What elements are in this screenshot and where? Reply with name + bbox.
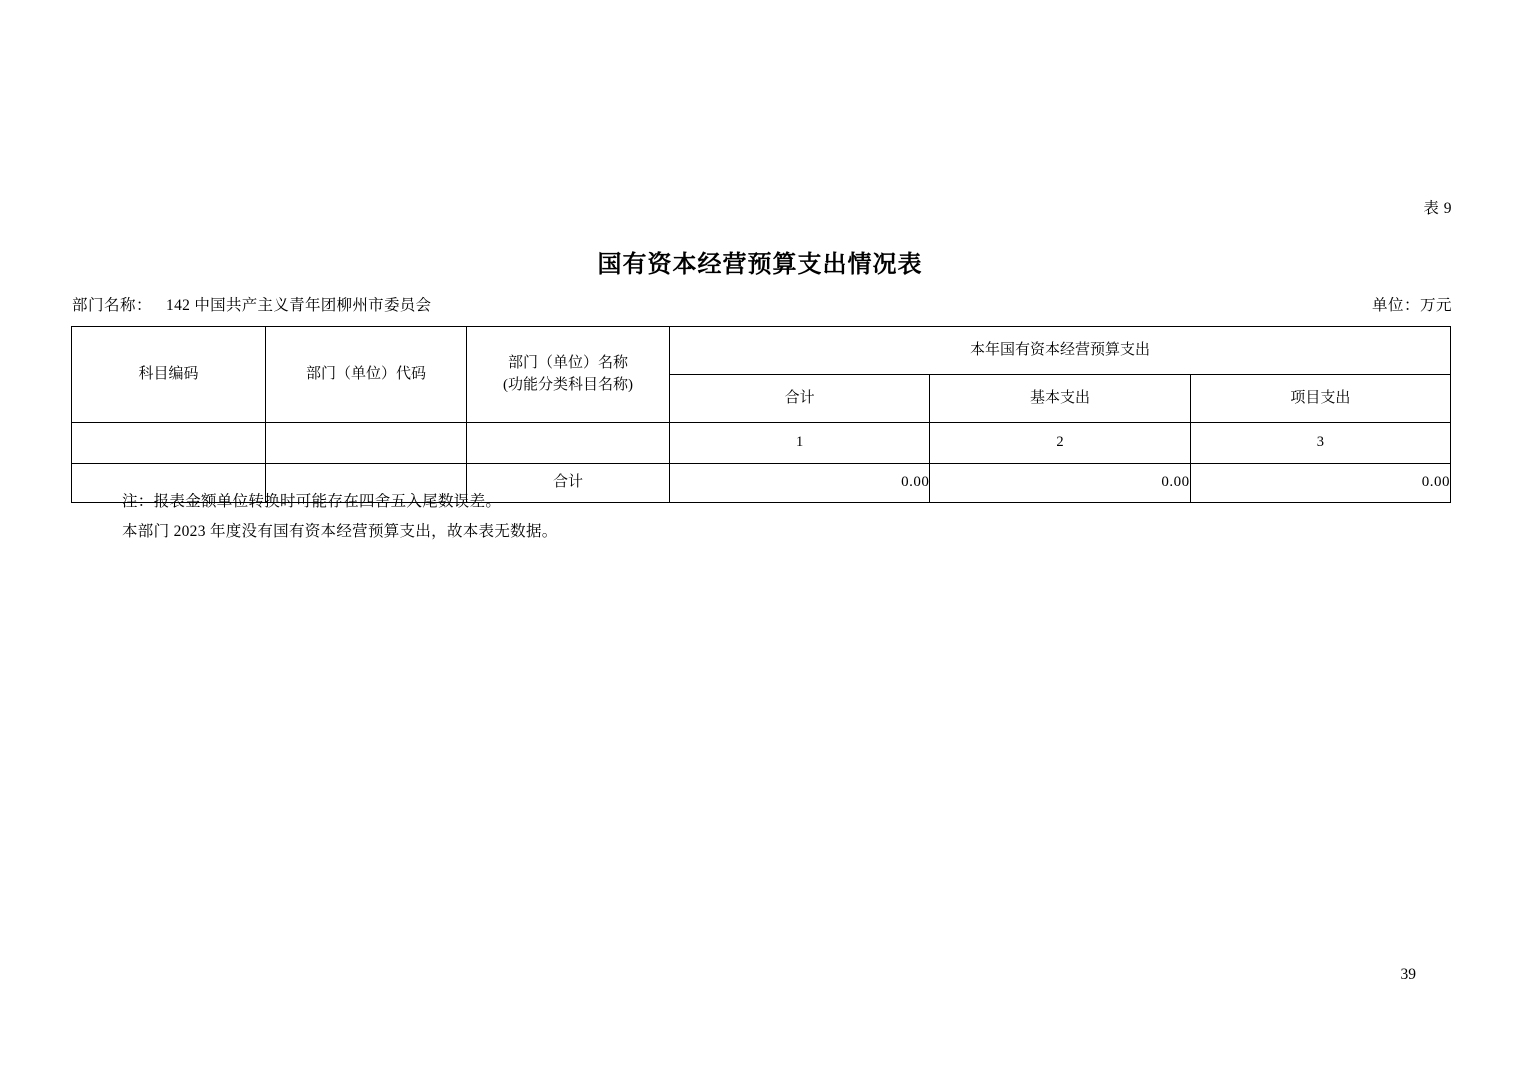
colnum-blank-2 [266,423,467,464]
note-rounding: 注：报表金额单位转换时可能存在四舍五入尾数误差。 [122,493,502,510]
meta-row [72,293,1452,315]
department-value: 142 中国共产主义青年团柳州市委员会 [166,297,432,314]
header-group: 本年国有资本经营预算支出 [670,327,1451,375]
cell-total: 0.00 [670,464,930,503]
table-header-row-1 [72,327,1451,375]
budget-table [71,326,1451,503]
cell-project: 0.00 [1190,464,1450,503]
cell-basic: 0.00 [930,464,1190,503]
table-column-number-row [72,423,1451,464]
table-number: 表 9 [1423,200,1452,217]
header-dept-name-line2: (功能分类科目名称) [503,376,633,393]
cell-dept-name: 合计 [467,464,670,503]
colnum-blank-3 [467,423,670,464]
department-info [72,293,431,315]
department-label: 部门名称： [72,297,153,314]
colnum-blank-1 [72,423,266,464]
header-dept-code: 部门（单位）代码 [266,327,467,423]
page-number: 39 [1400,966,1416,983]
colnum-3: 3 [1190,423,1450,464]
header-subject-code: 科目编码 [72,327,266,423]
unit-label: 单位：万元 [1371,297,1452,314]
header-project: 项目支出 [1190,375,1450,423]
header-total: 合计 [670,375,930,423]
header-dept-name-line1: 部门（单位）名称 [507,354,628,371]
note-no-data: 本部门 2023 年度没有国有资本经营预算支出，故本表无数据。 [122,523,558,540]
colnum-1: 1 [670,423,930,464]
header-basic: 基本支出 [930,375,1190,423]
colnum-2: 2 [930,423,1190,464]
page-title: 国有资本经营预算支出情况表 [597,252,923,278]
header-dept-name [467,327,670,423]
